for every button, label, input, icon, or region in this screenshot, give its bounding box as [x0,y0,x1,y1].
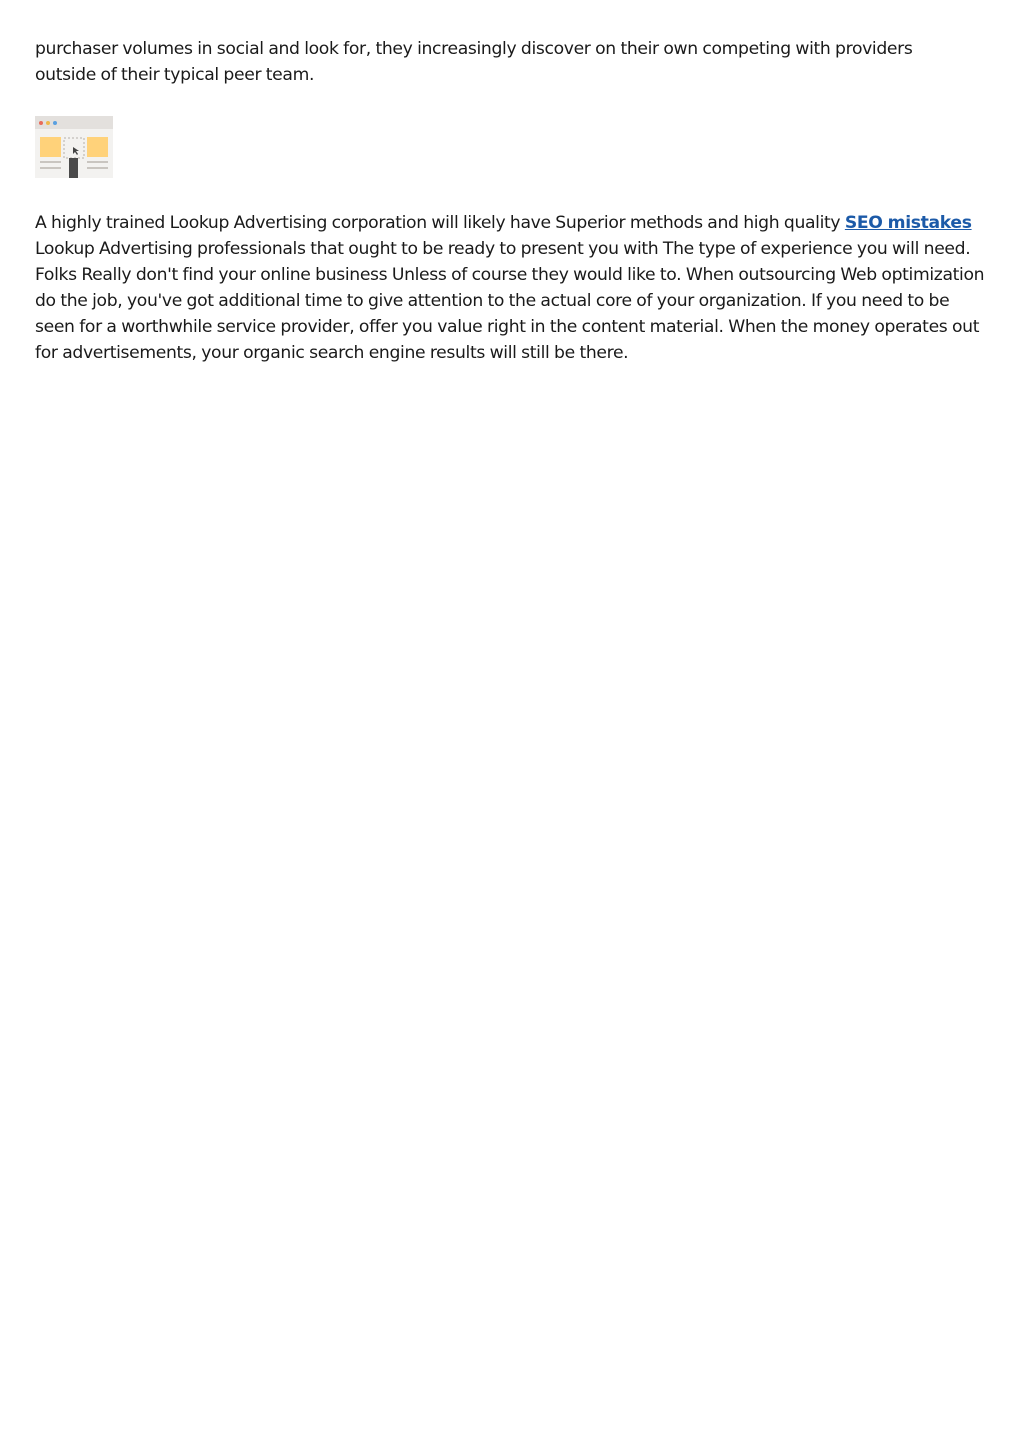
paragraph-intro: purchaser volumes in social and look for, they increasingly discover on their own competing with providers outside of their typical peer team. [35,39,913,85]
website-layout-icon [35,116,113,178]
document-page [35,36,995,366]
paragraph-main-body: Lookup Advertising professionals that ought to be ready to present you with The type of experience you will need. Folks Really don't find your online business Unless of course they would like to. When outsourcing Web optimization do the job, you've got additional time to give attention to the actual core of your organization. If you need to be seen for a worthwhile service provider, offer you value right in the content material. When the money operates out for advertisements, your organic search engine results will still be there. [35,239,985,363]
seo-mistakes-link[interactable]: SEO mistakes [844,213,972,233]
paragraph-main-lead: A highly trained Lookup Advertising corporation will likely have Superior methods and high quality [35,213,845,233]
paragraph-main [35,210,993,366]
